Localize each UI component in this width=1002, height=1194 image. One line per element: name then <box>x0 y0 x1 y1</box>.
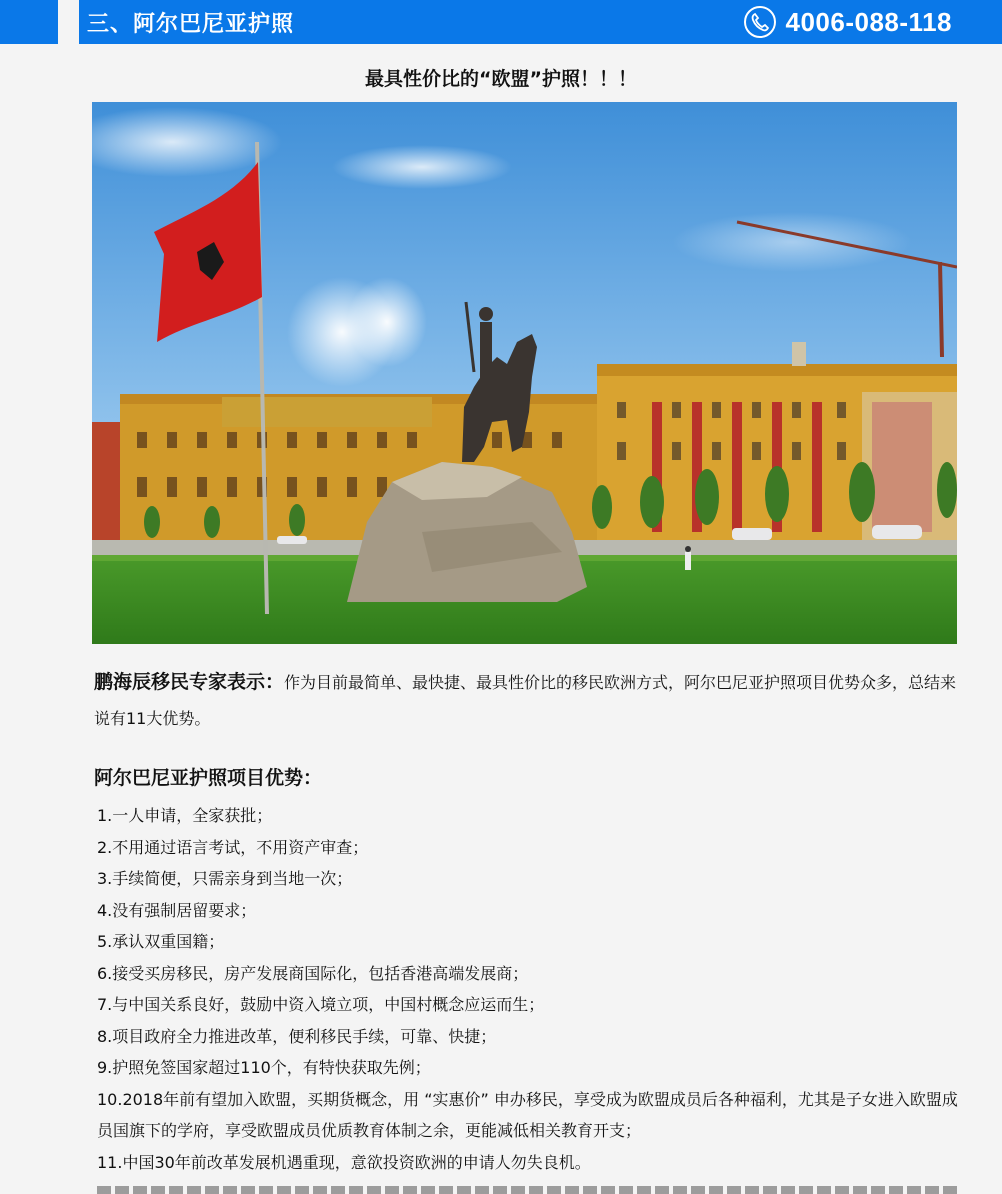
list-item: 2.不用通过语言考试，不用资产审查； <box>97 837 369 857</box>
tirana-square-photo <box>92 102 957 644</box>
phone-number[interactable]: 4006-088-118 <box>785 6 952 37</box>
list-item: 9.护照免签国家超过110个，有特快获取先例； <box>97 1058 431 1077</box>
expert-label: 鹏海辰移民专家表示： <box>94 671 285 693</box>
list-item: 1.一人申请，全家获批； <box>97 806 273 825</box>
advantages-list <box>97 800 959 1178</box>
list-item: 11.中国30年前改革发展机遇重现，意欲投资欧洲的申请人勿失良机。 <box>97 1152 591 1172</box>
section-title: 三、阿尔巴尼亚护照 <box>87 12 295 37</box>
list-item: 4.没有强制居留要求； <box>97 900 257 920</box>
intro-paragraph <box>94 664 964 737</box>
header-left-block <box>0 0 58 44</box>
phone-icon <box>744 6 776 38</box>
list-item: 6.接受买房移民，房产发展商国际化，包括香港高端发展商； <box>97 963 529 983</box>
cutoff-text-line <box>97 1186 959 1194</box>
list-item: 10.2018年前有望加入欧盟，买期货概念，用 “实惠价” 申办移民，享受成为欧盟成员后各种福利，尤其是子女进入欧盟成员国旗下的学府，享受欧盟成员优质教育体制之余，更能减低相关教育开支； <box>97 1089 958 1140</box>
list-item: 3.手续简便，只需亲身到当地一次； <box>97 869 353 888</box>
phone-contact[interactable] <box>744 4 952 40</box>
section-header-bar <box>79 0 1002 44</box>
advantages-heading: 阿尔巴尼亚护照项目优势： <box>94 767 323 789</box>
list-item: 7.与中国关系良好，鼓励中资入境立项，中国村概念应运而生； <box>97 995 545 1014</box>
headline: 最具性价比的“欧盟”护照！！！ <box>365 68 637 90</box>
list-item: 8.项目政府全力推进改革，便利移民手续，可靠、快捷； <box>97 1026 497 1046</box>
list-item: 5.承认双重国籍； <box>97 932 225 951</box>
intro-text: 作为目前最简单、最快捷、最具性价比的移民欧洲方式，阿尔巴尼亚护照项目优势众多，总结来说有11大优势。 <box>94 673 957 728</box>
